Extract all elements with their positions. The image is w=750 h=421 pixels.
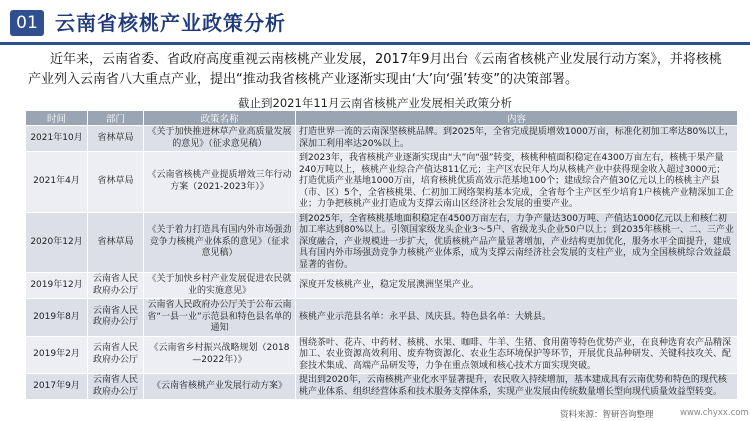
page-title: 云南省核桃产业政策分析: [55, 11, 286, 35]
cell-time: 2017年9月: [26, 374, 88, 400]
cell-content: 深度开发核桃产业，稳定发展澳洲坚果产业。: [296, 273, 738, 299]
cell-policy-name: 云南省人民政府办公厅关于公布云南省“一县一业”示范县和特色县名单的通知: [144, 299, 296, 337]
cell-time: 2020年12月: [26, 212, 88, 273]
source-note: 资料来源：智研咨询整理: [560, 410, 654, 420]
table-row: [26, 126, 738, 152]
table-row: [26, 212, 738, 273]
column-header-time: 时间: [26, 111, 88, 126]
cell-policy-name: 《关于加快推进林草产业高质量发展的意见》（征求意见稿）: [144, 126, 296, 152]
cell-dept: 省林草局: [88, 152, 144, 213]
cell-time: 2019年8月: [26, 299, 88, 337]
cell-time: 2021年4月: [26, 152, 88, 213]
cell-content: 打造世界一流的云南深坚核桃品牌。到2025年，全省完成提质增效1000万亩，标准化初加工率达80%以上，深加工利用率达20%以上。: [296, 126, 738, 152]
cell-content: 提出到2020年，云南核桃产业化水平显著提升，农民收入持续增加，基本建成具有云南优势和特色的现代核桃产业体系、组织经营体系和技术服务支撑体系，实现产业发展由传统数量增长型向现代质量效益型转变。: [296, 374, 738, 400]
intro-paragraph: [28, 50, 733, 90]
cell-content: 到2025年，全省核桃基地面积稳定在4500万亩左右，力争产量达300万吨、产值达1000亿元以上和核仁初加工率达到80%以上。引领国家级龙头企业3～5户、省级龙头企业50户以上；到2035年核桃一、二、三产业深度融合，产业规模进一步扩大，优质核桃产品产量显著增加，产业结构更加优化，服务水平全面提升，建成具有国内外市场强劲竞争力核桃产业体系，成为支撑云南经济社会发展的支柱产业，成为全国核桃综合效益最显著的省份。: [296, 212, 738, 273]
table-row: [26, 273, 738, 299]
cell-time: 2019年12月: [26, 273, 88, 299]
section-number: 01: [10, 10, 44, 36]
table-row: [26, 152, 738, 213]
cell-dept: 省林草局: [88, 126, 144, 152]
table-row: [26, 336, 738, 374]
cell-content: 到2023年，我省核桃产业逐渐实现由“大”向“强”转变，核桃种植面积稳定在4300万亩左右，核桃干果产量240万吨以上，核桃产业综合产值达811亿元；主产区农民年人均从核桃产业中获得现金收入超过3000元；打造优质产业基地1000万亩，培育核桃优质高效示范基地100个；建成综合产值30亿元以上的核桃主产县（市、区）5个，全省核桃果、仁初加工网络架构基本完成，全省每个主产区至少培育1户核桃产业精深加工企业；力争把核桃产业打造成为支撑云南山区经济社会发展的重要产业。: [296, 152, 738, 213]
policy-table: [25, 110, 738, 400]
cell-dept: 云南省人民政府办公厅: [88, 374, 144, 400]
column-header-content: 内容: [296, 111, 738, 126]
column-header-name: 政策名称: [144, 111, 296, 126]
table-header-row: [26, 111, 738, 126]
cell-dept: 省林草局: [88, 212, 144, 273]
table-caption: 截止到2021年11月云南省核桃产业发展相关政策分析: [238, 96, 512, 110]
cell-time: 2019年2月: [26, 336, 88, 374]
title-divider: [0, 42, 750, 45]
cell-policy-name: 《关于加快乡村产业发展促进农民就业的实施意见》: [144, 273, 296, 299]
cell-dept: 云南省人民政府办公厅: [88, 336, 144, 374]
cell-content: 围绕茶叶、花卉、中药材、核桃、水果、咖啡、牛羊、生猪、食用菌等特色优势产业，在良种选育农产品精深加工、农业资源高效利用、废弃物资源化、农业生态环境保护等环节，开展优良品种研发、关键科技攻关、配套技术集成、高端产品研发等，力争在重点领域和核心技术方面实现突破。: [296, 336, 738, 374]
table-row: [26, 374, 738, 400]
cell-dept: 云南省人民政府办公厅: [88, 299, 144, 337]
cell-time: 2021年10月: [26, 126, 88, 152]
column-header-dept: 部门: [88, 111, 144, 126]
cell-policy-name: 《云南省核桃产业发展行动方案》: [144, 374, 296, 400]
intro-text: 近年来，云南省委、省政府高度重视云南核桃产业发展，2017年9月出台《云南省核桃产业发展行动方案》，并将核桃产业列入云南省八大重点产业，提出“推动我省核桃产业逐渐实现由‘大’向‘强’转变”的决策部署。: [28, 52, 722, 87]
source-url: www.chyxx.com: [680, 408, 749, 418]
page-header: [0, 0, 750, 44]
cell-policy-name: 《关于着力打造具有国内外市场强劲竞争力核桃产业体系的意见》（征求意见稿）: [144, 212, 296, 273]
cell-content: 核桃产业示范县名单：永平县、凤庆县。特色县名单：大姚县。: [296, 299, 738, 337]
cell-policy-name: 《云南省核桃产业提质增效三年行动方案（2021-2023年）》: [144, 152, 296, 213]
table-row: [26, 299, 738, 337]
cell-policy-name: 《云南省乡村振兴战略规划（2018—2022年）》: [144, 336, 296, 374]
cell-dept: 云南省人民政府办公厅: [88, 273, 144, 299]
